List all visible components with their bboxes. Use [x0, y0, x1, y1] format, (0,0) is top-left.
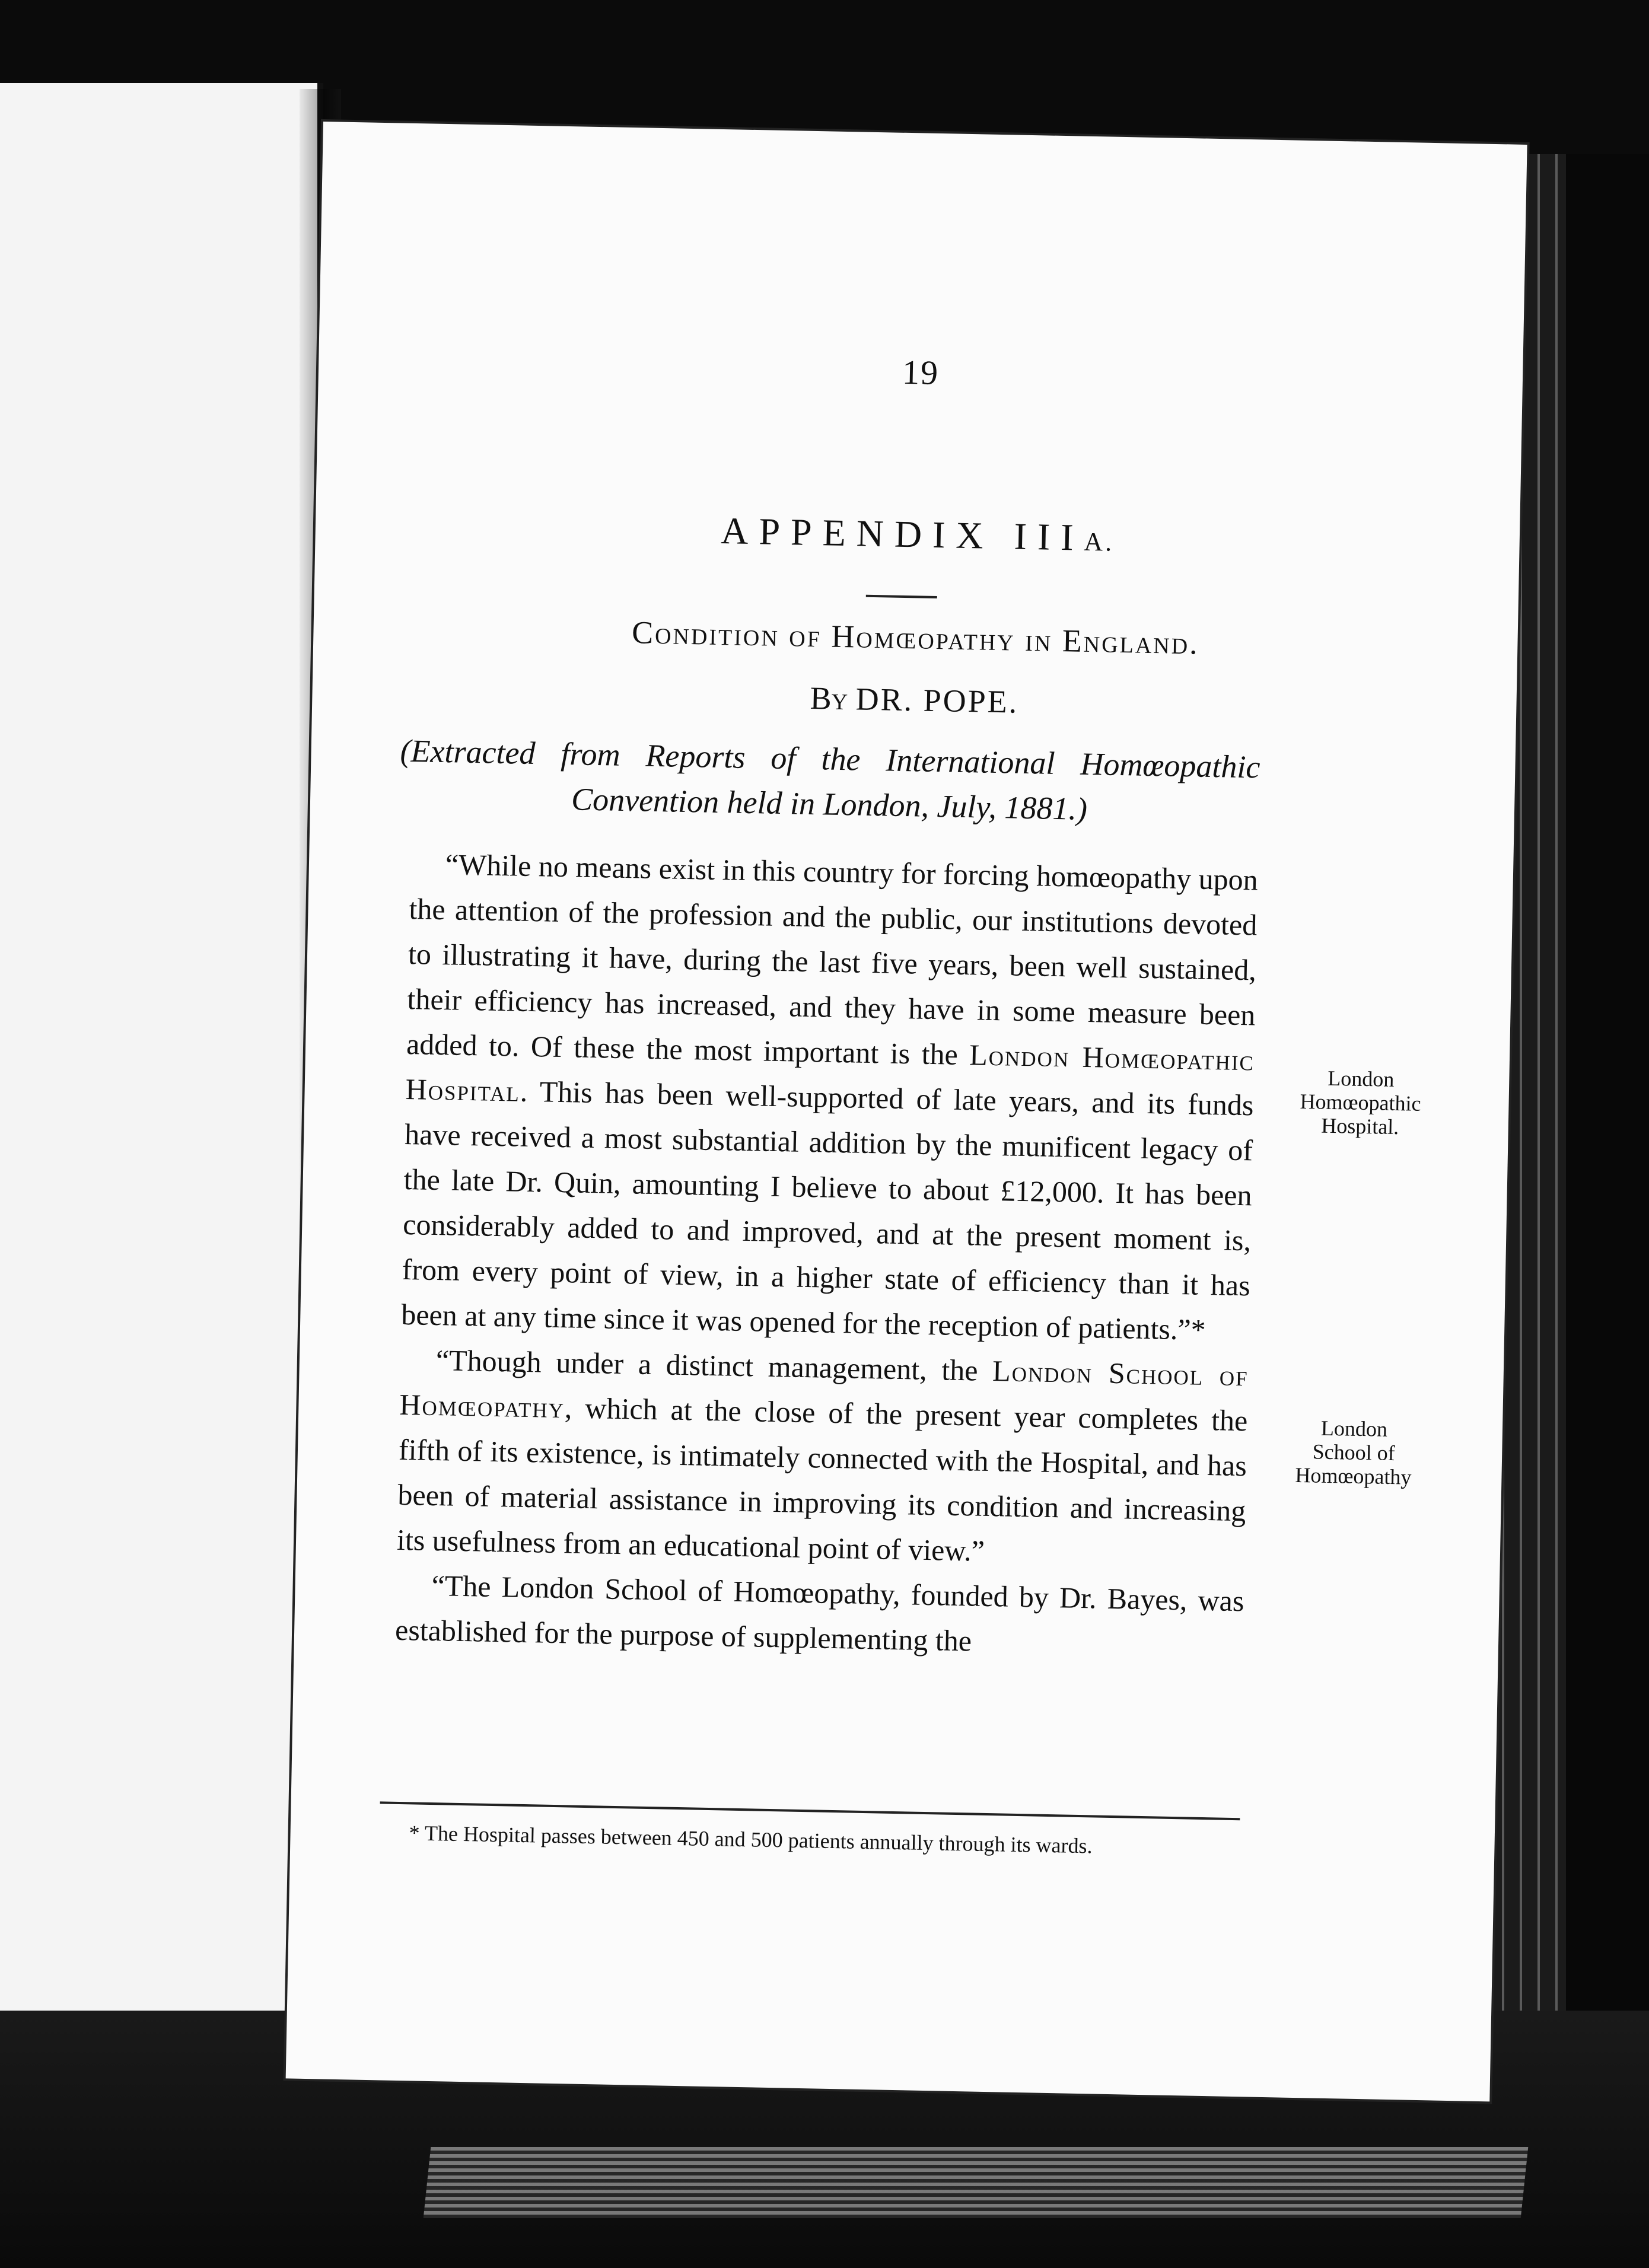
margin-note-hospital: [1271, 1065, 1450, 1140]
left-facing-page: [0, 83, 323, 2011]
paragraph-text: . This has been well-supported of late years, and its funds have received a most substantial addition by the munificent legacy of the late Dr. Quin, amounting I believe to about £12,000. It has been considerably added to and improved, and at the present moment is, from every point of view, in a higher state of efficiency than it has been at any time since it was opened for the reception of patients.”*: [400, 1074, 1254, 1346]
margin-note-line: Homœopathy: [1295, 1463, 1412, 1489]
margin-note-line: London: [1327, 1066, 1395, 1091]
byline-author: DR. POPE.: [855, 681, 1019, 720]
paragraph-text: “Though under a distinct management, the: [435, 1343, 993, 1388]
margin-note-line: London: [1320, 1416, 1388, 1441]
margin-note-line: Hospital.: [1320, 1113, 1399, 1139]
small-caps-text: London School of Homœopathy: [399, 1354, 1249, 1425]
margin-note-line: School of: [1312, 1439, 1396, 1466]
page-number: 19: [902, 352, 940, 393]
paragraph-text: “The London School of Homœopathy, founded by Dr. Bayes, was established for the purpose of supplementing the: [394, 1568, 1244, 1658]
appendix-heading-suffix: A.: [1083, 527, 1115, 557]
byline-by: By: [810, 680, 848, 717]
footnote: * The Hospital passes between 450 and 500 patients annually through its wards.: [409, 1821, 1093, 1858]
footnote-rule: [380, 1801, 1240, 1820]
margin-note-school: [1264, 1415, 1443, 1490]
source-note: (Extracted from Reports of the International Homœopathic Convention held in London, July, 1881.): [400, 732, 1260, 827]
section-subheading: Condition of Homœopathy in England.: [631, 614, 1200, 661]
heading-rule: [866, 595, 937, 598]
paragraph: [394, 1562, 1244, 1668]
paragraph-text: , which at the close of the present year completes the fifth of its existence, is intimately connected with the Hospital, and has been of material assistance in improving its condition and increasing its usefulness from an educational point of view.”: [396, 1391, 1248, 1568]
appendix-heading-text: APPENDIX III: [720, 509, 1085, 559]
byline: [312, 670, 1517, 730]
margin-note-line: Homœopathic: [1300, 1089, 1421, 1116]
paragraph: [401, 841, 1259, 1353]
book-page: [286, 122, 1527, 2101]
body-text: [394, 841, 1258, 1668]
small-caps-text: London Homœopathic Hospital: [405, 1038, 1255, 1108]
paragraph: [396, 1337, 1249, 1578]
page-stack: [424, 2147, 1529, 2218]
appendix-heading: [315, 501, 1520, 568]
paragraph-text: “While no means exist in this country for forcing homœopathy upon the attention of the profession and the public, our institutions devoted to illustrating it have, during the last five years, been well sustained, their efficiency has increased, and they have in some measure been added to. Of these the most important is the: [406, 848, 1259, 1072]
cover-gap: [1566, 154, 1649, 2111]
